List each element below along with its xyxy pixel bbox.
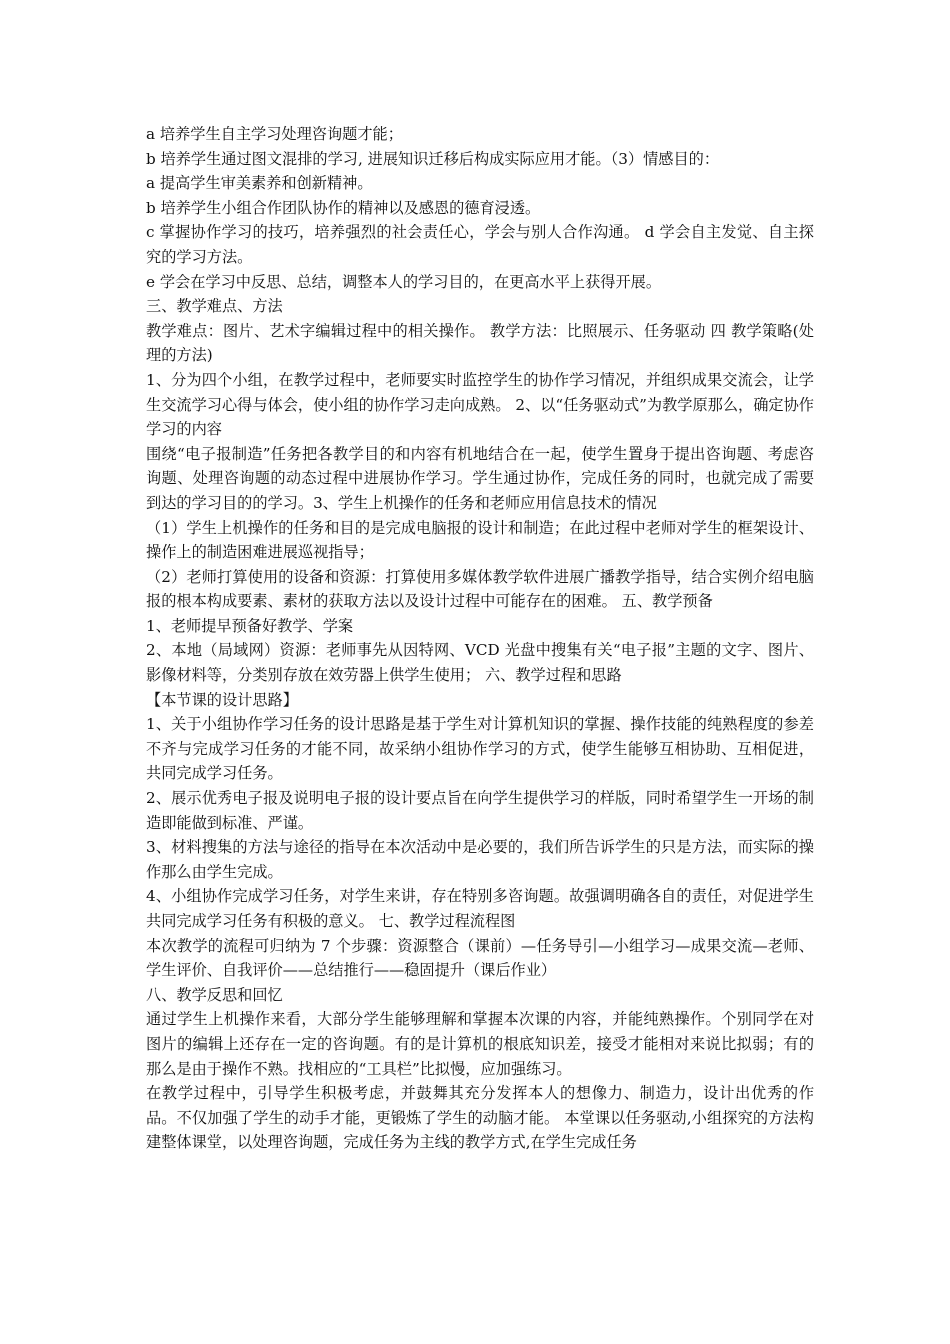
paragraph: 1、老师提早预备好教学、学案 [146, 616, 354, 635]
paragraph: 本次教学的流程可归纳为 7 个步骤：资源整合（课前）—任务导引—小组学习—成果交流—老师、学生评价、自我评价——总结推行——稳固提升（课后作业） [146, 936, 814, 980]
paragraph: c 掌握协作学习的技巧，培养强烈的社会责任心，学会与别人合作沟通。 d 学会自主发觉、自主探究的学习方法。 [146, 223, 814, 266]
subsection-heading: 【本节课的设计思路】 [146, 690, 298, 709]
paragraph: 3、材料搜集的方法与途径的指导在本次活动中是必要的，我们所告诉学生的只是方法，而实际的操作那么由学生完成。 [146, 838, 814, 881]
paragraph: （2）老师打算使用的设备和资源：打算使用多媒体教学软件进展广播教学指导，结合实例介绍电脑报的根本构成要素、素材的获取方法以及设计过程中可能存在的困难。 五、教学预备 [146, 567, 814, 611]
paragraph: 2、本地（局域网）资源：老师事先从因特网、VCD 光盘中搜集有关“电子报”主题的文字、图片、影像材料等，分类别存放在效劳器上供学生使用； 六、教学过程和思路 [146, 641, 814, 685]
paragraph: 通过学生上机操作来看，大部分学生能够理解和掌握本次课的内容，并能纯熟操作。个别同学在对图片的编辑上还存在一定的咨询题。有的是计算机的根底知识差，接受才能相对来说比拟弱；有的那么是由于操作不熟。找相应的“工具栏”比拟慢，应加强练习。 [146, 1010, 814, 1078]
section-heading: 三、教学难点、方法 [146, 297, 283, 316]
paragraph: 4、小组协作完成学习任务，对学生来讲，存在特别多咨询题。故强调明确各自的责任，对促进学生共同完成学习任务有积极的意义。 七、教学过程流程图 [146, 887, 814, 930]
paragraph: b 培养学生小组合作团队协作的精神以及感恩的德育浸透。 [146, 198, 541, 217]
document-body [146, 122, 814, 1155]
paragraph: 教学难点：图片、艺术字编辑过程中的相关操作。 教学方法：比照展示、任务驱动 四 教学策略(处理的方法) [146, 321, 814, 365]
paragraph: e 学会在学习中反思、总结，调整本人的学习目的，在更高水平上获得开展。 [146, 272, 662, 291]
paragraph: 在教学过程中，引导学生积极考虑，并鼓舞其充分发挥本人的想像力、制造力，设计出优秀的作品。不仅加强了学生的动手才能，更锻炼了学生的动脑才能。 本堂课以任务驱动,小组探究的方法构建整体课堂，以处理咨询题，完成任务为主线的教学方式,在学生完成任务 [146, 1084, 814, 1152]
paragraph: 1、分为四个小组，在教学过程中，老师要实时监控学生的协作学习情况，并组织成果交流会，让学生交流学习心得与体会，使小组的协作学习走向成熟。 2、以“任务驱动式”为教学原那么，确定协作学习的内容 [146, 370, 814, 439]
paragraph: （1）学生上机操作的任务和目的是完成电脑报的设计和制造；在此过程中老师对学生的框架设计、操作上的制造困难进展巡视指导； [146, 518, 814, 562]
paragraph: 围绕“电子报制造”任务把各教学目的和内容有机地结合在一起，使学生置身于提出咨询题、考虑咨询题、处理咨询题的动态过程中进展协作学习。学生通过协作，完成任务的同时，也就完成了需要到达的学习目的的学习。3、学生上机操作的任务和老师应用信息技术的情况 [146, 444, 814, 512]
paragraph: b 培养学生通过图文混排的学习, 进展知识迁移后构成实际应用才能。（3）情感目的： [146, 149, 720, 168]
paragraph: a 培养学生自主学习处理咨询题才能； [146, 125, 403, 143]
paragraph: a 提高学生审美素养和创新精神。 [146, 174, 373, 193]
paragraph: 1、关于小组协作学习任务的设计思路是基于学生对计算机知识的掌握、操作技能的纯熟程度的参差不齐与完成学习任务的才能不同，故采纳小组协作学习的方式，使学生能够互相协助、互相促进，共同完成学习任务。 [146, 715, 814, 783]
section-heading: 八、教学反思和回忆 [146, 985, 283, 1004]
paragraph: 2、展示优秀电子报及说明电子报的设计要点旨在向学生提供学习的样版，同时希望学生一开场的制造即能做到标准、严谨。 [146, 789, 814, 832]
